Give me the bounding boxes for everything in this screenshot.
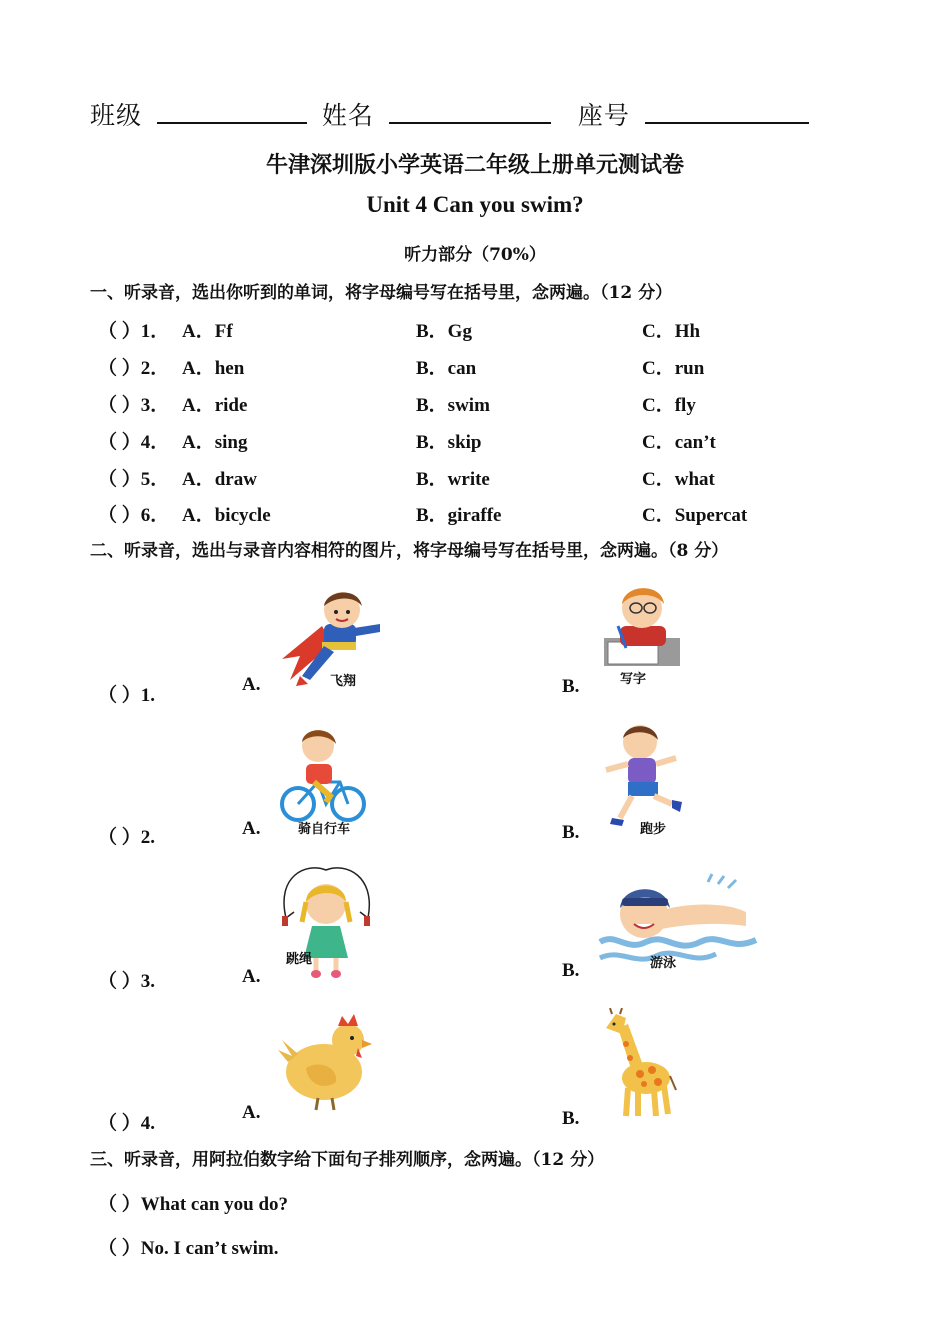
sentence-text: What can you do? [140, 1194, 289, 1215]
answer-blank[interactable]: （ ）6． [98, 505, 170, 526]
option-c: C．fly [642, 395, 696, 416]
answer-blank[interactable]: （ ）5． [98, 469, 170, 490]
option-b: B．giraffe [416, 505, 502, 526]
option-b-label: B. [562, 1108, 580, 1129]
option-b-label: B. [562, 822, 580, 843]
sentence-row[interactable]: （ ）No. I can’t swim. [98, 1238, 279, 1259]
option-c: C．run [642, 358, 705, 379]
option-a-label: A. [242, 818, 261, 839]
header-line [90, 96, 809, 132]
class-label: 班级 [90, 101, 143, 130]
seat-blank[interactable] [645, 100, 809, 124]
option-a: A．ride [182, 395, 248, 416]
caption-run: 跑步 [640, 822, 667, 837]
giraffe-picture [596, 1008, 680, 1120]
option-c: C．Hh [642, 321, 701, 342]
section1-instruction: 一、听录音，选出你听到的单词，将字母编号写在括号里，念两遍。（12 分） [90, 283, 673, 303]
caption-fly: 飞翔 [330, 674, 357, 689]
option-a: A．bicycle [182, 505, 271, 526]
option-a-label: A. [242, 1102, 261, 1123]
caption-write: 写字 [620, 672, 647, 687]
option-b: B．skip [416, 432, 482, 453]
option-b: B．write [416, 469, 490, 490]
option-b-label: B. [562, 960, 580, 981]
boy-running-picture [598, 722, 690, 832]
option-a: A．Ff [182, 321, 233, 342]
option-c: C．can’t [642, 432, 716, 453]
option-a-label: A. [242, 966, 261, 987]
option-b: B．swim [416, 395, 490, 416]
option-b-label: B. [562, 676, 580, 697]
name-label: 姓名 [321, 101, 374, 130]
section2-answer-blank[interactable]: （ ）3. [98, 971, 156, 992]
option-b: B．Gg [416, 321, 472, 342]
hen-picture [278, 1010, 374, 1114]
section2-answer-blank[interactable]: （ ）1. [98, 685, 156, 706]
option-a: A．draw [182, 469, 257, 490]
option-c: C．Supercat [642, 505, 748, 526]
listening-part-heading: 听力部分（70%） [404, 245, 546, 265]
page-title: 牛津深圳版小学英语二年级上册单元测试卷 [265, 152, 684, 178]
answer-blank[interactable]: （ ）2． [98, 358, 170, 379]
name-blank[interactable] [389, 100, 551, 124]
option-a-label: A. [242, 674, 261, 695]
section2-instruction: 二、听录音，选出与录音内容相符的图片，将字母编号写在括号里，念两遍。（8 分） [90, 541, 729, 561]
option-c: C．what [642, 469, 715, 490]
boy-swimming-picture [596, 872, 760, 972]
sentence-row[interactable]: （ ）What can you do? [98, 1194, 289, 1215]
caption-skip-rope: 跳绳 [286, 952, 313, 967]
unit-title: Unit 4 Can you swim? [366, 192, 584, 217]
answer-blank[interactable]: （ ）1． [98, 321, 170, 342]
seat-label: 座号 [577, 101, 630, 130]
answer-blank[interactable]: （ ）4． [98, 432, 170, 453]
option-a: A．hen [182, 358, 245, 379]
option-b: B．can [416, 358, 477, 379]
caption-ride-bicycle: 骑自行车 [298, 822, 351, 837]
boy-writing-picture [602, 582, 682, 668]
option-a: A．sing [182, 432, 248, 453]
caption-swim: 游泳 [650, 956, 677, 971]
section2-answer-blank[interactable]: （ ）4. [98, 1113, 156, 1134]
class-blank[interactable] [157, 100, 307, 124]
boy-riding-bicycle-picture [278, 724, 368, 824]
answer-blank[interactable]: （ ）3． [98, 395, 170, 416]
sentence-text: No. I can’t swim. [140, 1238, 279, 1259]
section2-answer-blank[interactable]: （ ）2. [98, 827, 156, 848]
section3-instruction: 三、听录音，用阿拉伯数字给下面句子排列顺序，念两遍。（12 分） [90, 1150, 605, 1170]
